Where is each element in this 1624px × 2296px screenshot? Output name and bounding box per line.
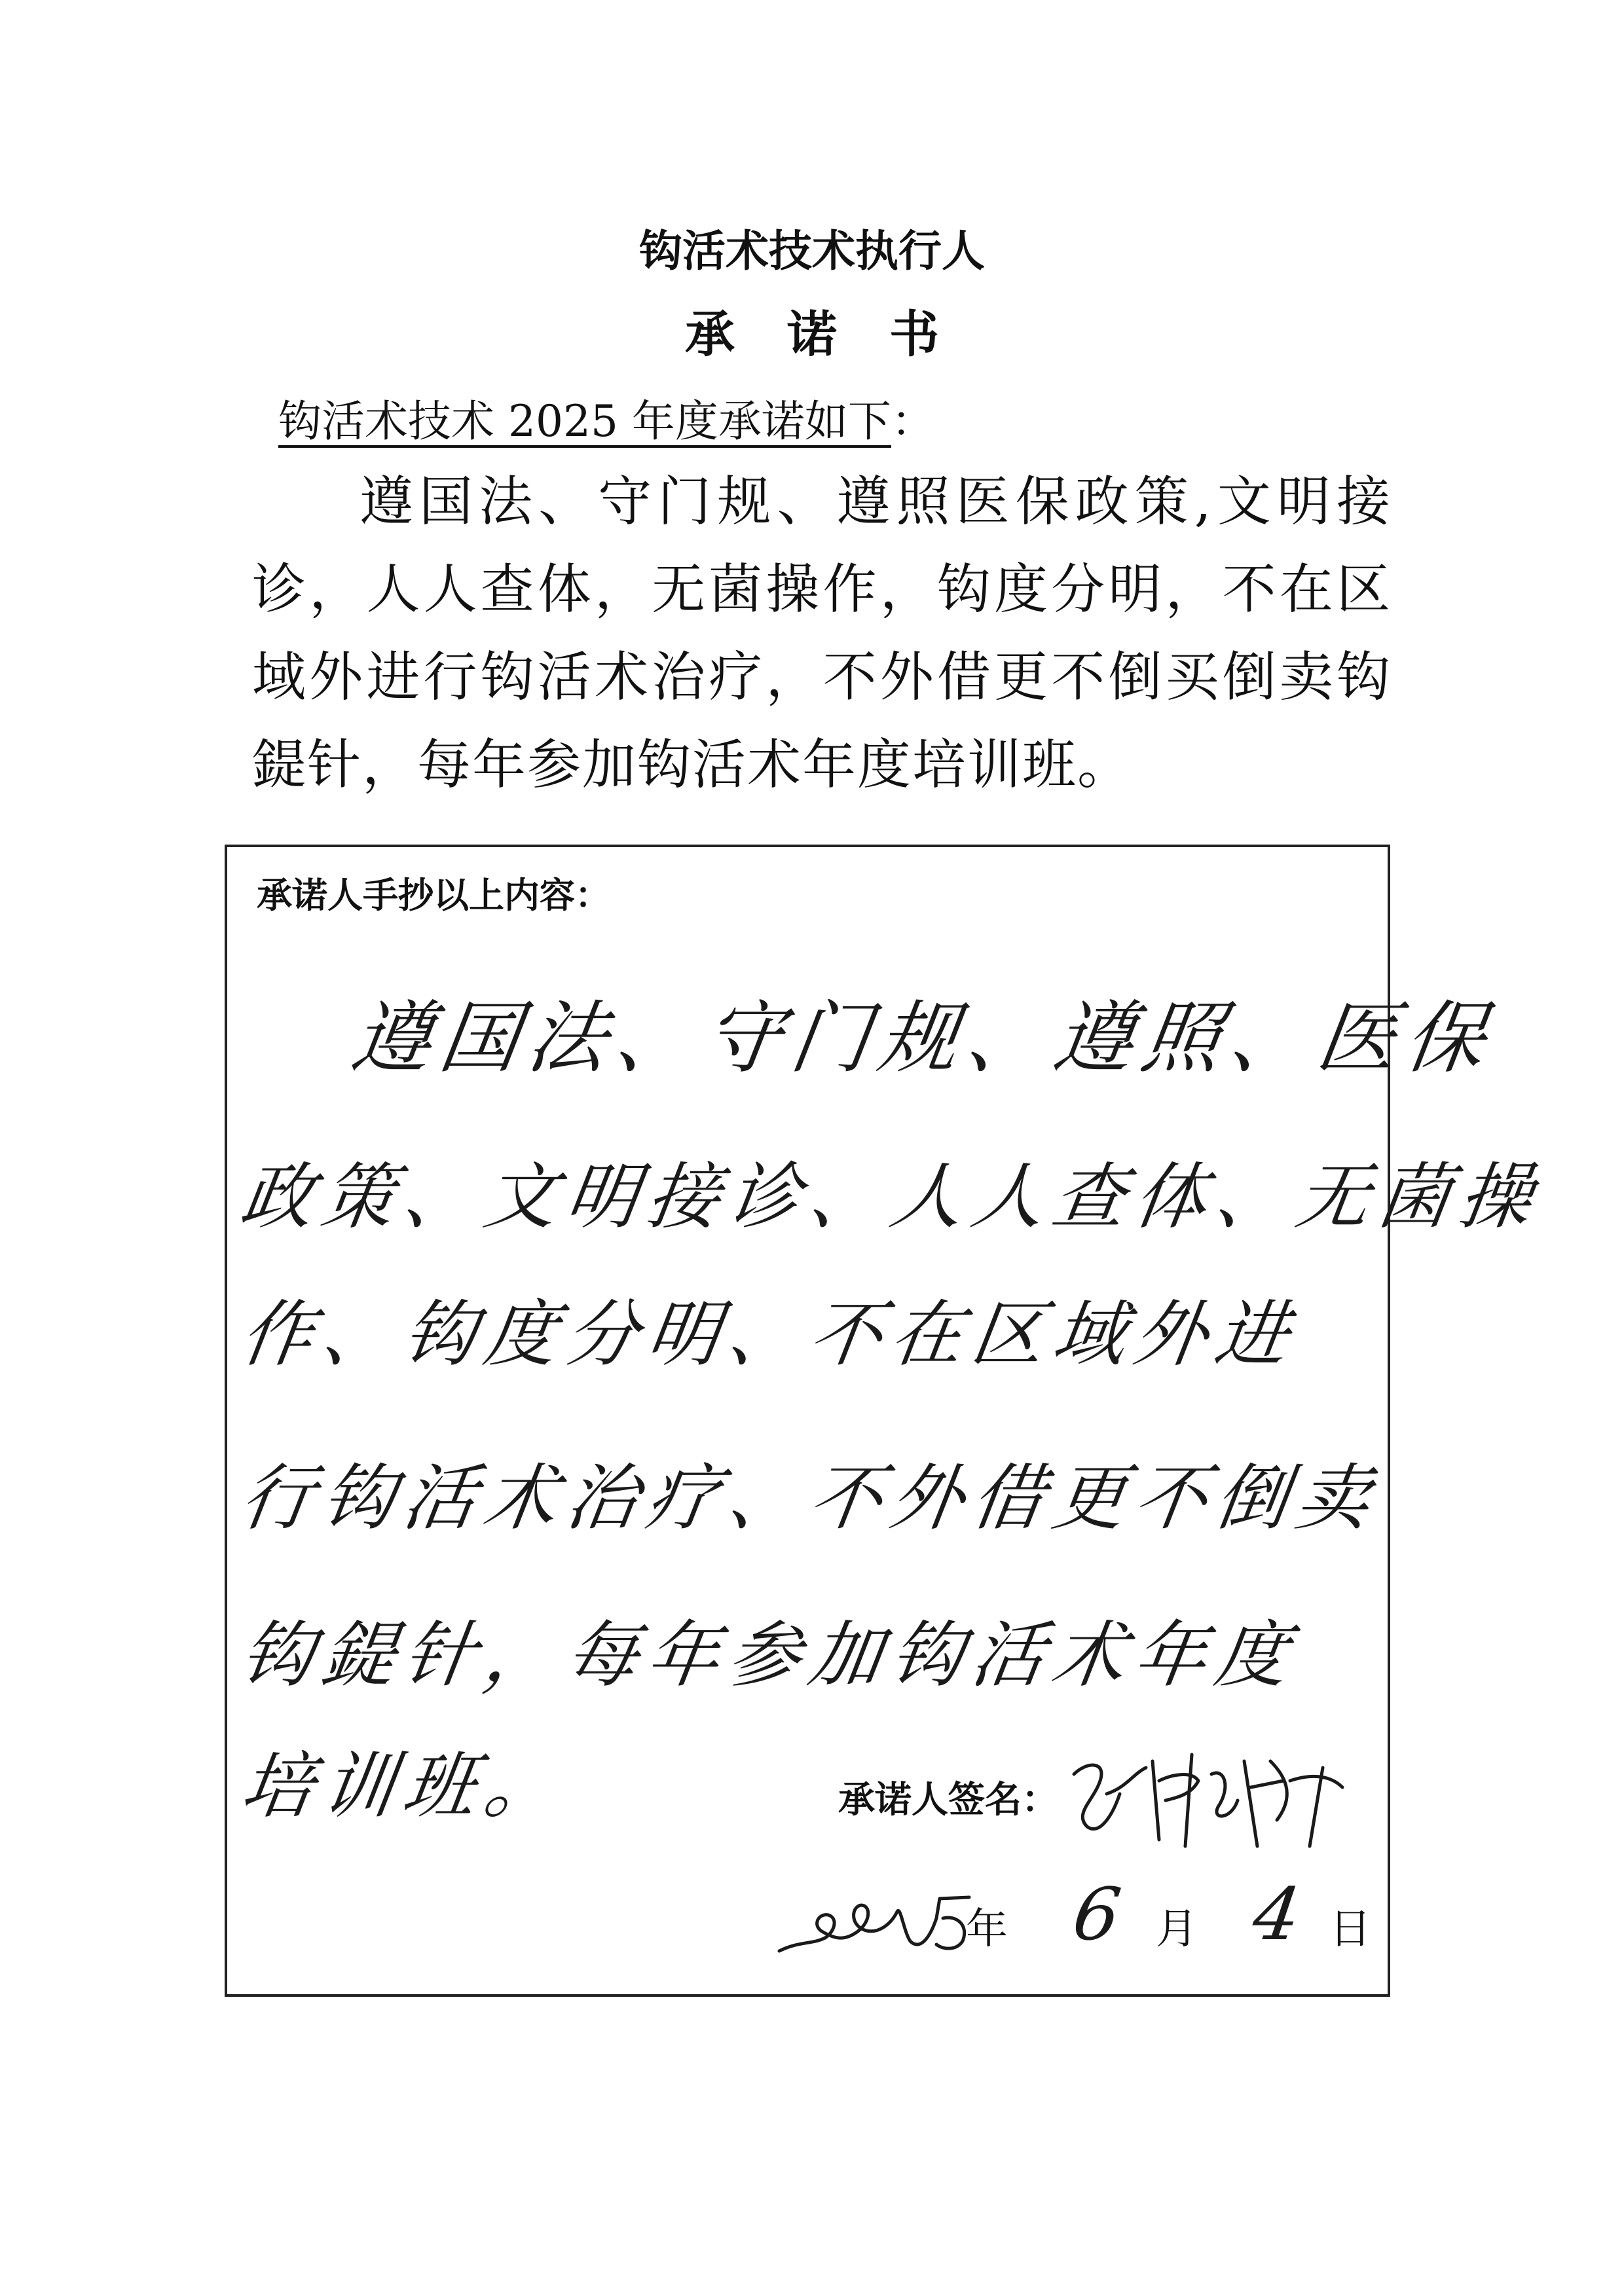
promise-heading bbox=[278, 386, 934, 448]
document-subtitle: 承诺书 bbox=[685, 305, 991, 363]
promise-heading-text: 钩活术技术 2025 年度承诺如下 bbox=[278, 396, 891, 446]
handwritten-year bbox=[773, 1879, 995, 1964]
date-year-char: 年 bbox=[966, 1905, 1008, 1954]
handwritten-signature bbox=[1061, 1735, 1362, 1853]
handwritten-line: 钩鍉针，每年参加钩活术年度 bbox=[235, 1613, 1303, 1697]
handwritten-line: 政策、文明接诊、人人查体、无菌操 bbox=[235, 1155, 1547, 1239]
handwriting-box-label: 承诺人手抄以上内容： bbox=[257, 875, 610, 916]
handwritten-line: 行钩活术治疗、不外借更不倒卖 bbox=[235, 1456, 1384, 1540]
signature-label: 承诺人签名： bbox=[838, 1779, 1058, 1821]
promise-heading-colon: ： bbox=[891, 396, 934, 446]
date-day: 4 bbox=[1248, 1872, 1306, 1956]
date-day-char: 日 bbox=[1329, 1905, 1371, 1954]
handwritten-line: 遵国法、守门规、遵照、医保 bbox=[346, 993, 1500, 1084]
document-title: 钩活术技术执行人 bbox=[639, 225, 985, 276]
promise-text: 遵国法、守门规、遵照医保政策,文明接诊，人人查体，无菌操作，钩度分明，不在区域外进行钩活术治疗，不外借更不倒买倒卖钩鍉针，每年参加钩活术年度培训班。 bbox=[252, 471, 1392, 796]
handwritten-line: 作、钩度分明、不在区域外进 bbox=[235, 1292, 1303, 1376]
date-month: 6 bbox=[1068, 1872, 1126, 1956]
handwritten-line: 培训班。 bbox=[235, 1744, 572, 1828]
date-month-char: 月 bbox=[1156, 1905, 1198, 1954]
